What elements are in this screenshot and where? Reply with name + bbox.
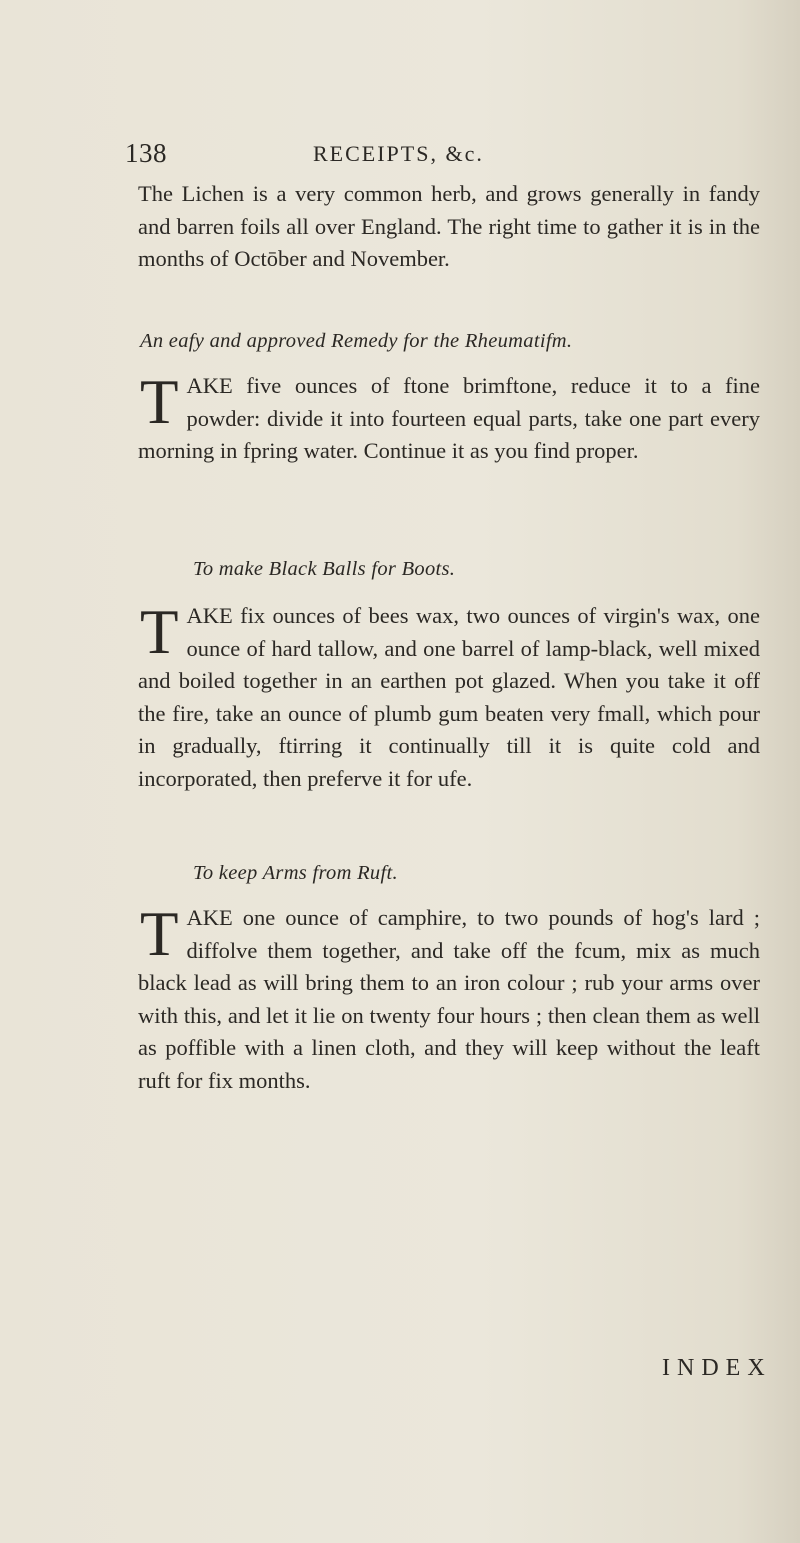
drop-cap: T	[140, 597, 179, 667]
recipe-black-balls	[138, 597, 760, 795]
page-header	[125, 138, 775, 178]
recipe-title-arms-rust: To keep Arms from Ruft.	[193, 862, 398, 884]
recipe-text: AKE five ounces of ftone brimftone, reduce it to a fine powder: divide it into fourteen equal parts, take one part every morning in fpring water. Continue it as you find proper.	[138, 373, 760, 463]
recipe-title-black-balls: To make Black Balls for Boots.	[193, 558, 456, 580]
recipe-rheumatism	[138, 367, 760, 468]
intro-paragraph: The Lichen is a very common herb, and grows generally in fandy and barren foils all over England. The right time to gather it is in the months of Octōber and November.	[138, 181, 760, 271]
page-number: 138	[125, 138, 167, 168]
recipe-arms-rust	[138, 899, 760, 1097]
recipe-title-rheumatism: An eafy and approved Remedy for the Rheumatifm.	[140, 330, 573, 352]
drop-cap: T	[140, 367, 179, 437]
recipe-text: AKE one ounce of camphire, to two pounds of hog's lard ; diffolve them together, and take off the fcum, mix as much black lead as will bring them to an iron colour ; rub your arms over with this, and let it lie on twenty four hours ; then clean them as well as poffible with a linen cloth, and they will keep without the leaft ruft for fix months.	[138, 905, 760, 1093]
running-head: RECEIPTS, &c.	[313, 141, 484, 166]
drop-cap: T	[140, 899, 179, 969]
catchword: INDEX	[662, 1355, 772, 1381]
recipe-text: AKE fix ounces of bees wax, two ounces of virgin's wax, one ounce of hard tallow, and one barrel of lamp-black, well mixed and boiled together in an earthen pot glazed. When you take it off the fire, take an ounce of plumb gum beaten very fmall, which pour in gradually, ftirring it continually till it is quite cold and incorporated, then preferve it for ufe.	[138, 603, 760, 791]
